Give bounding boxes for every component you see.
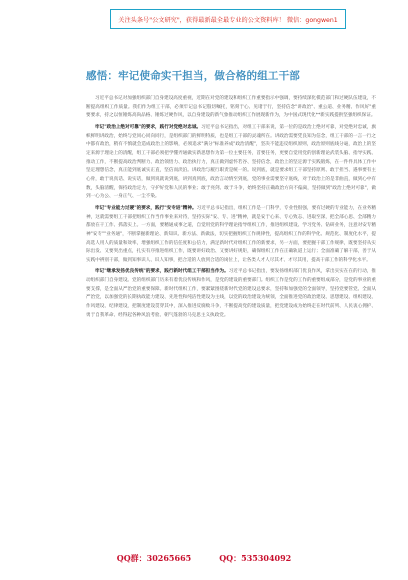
section-paragraph-2 <box>86 205 376 266</box>
promo-banner-text: 关注头条号"公文研究"，获得最新最全最专业的公文资料库！ 微信：gongwen1 <box>118 16 338 24</box>
section-heading-3: 牢记"继承发扬优良传统"的要求，践行新时代组工干部担当作为。 <box>95 269 229 275</box>
section-body-2: 习近平总书记指出，组织工作是一门科学，专业性很强，要有过硬的专业能力，在业务精神，这就需要组工干部把组织工作当作事业来对待，坚持实际"安、专、进"精神，就是安于心来、专心致志、进取至深，把全部心思、全部精力都放在干工作、抓落实上。一方面，要精通成事之道，自觉用党的科学理论指导组织工作，推进组织建设、学习党务、钻研业务，注意对安专精神"安专""业务通"，不断掌握新理论、新知识、新方法、新做法，切实把握组织工作规律性，提高组织工作的科学化、规范化、制度化水平，提高选人用人的质量和效率，增强组织工作的信任度和公信力，满足新时代对组织工作的新要求，另一方面，要把握干部工作规律，既要坚持从实际出发、又要突出重点，扎实有序推进组织工作，既要讲好政治、又要讲好规矩，确保组织工作在正确轨道上运行；全面准确了解干部，善于从实践中辨别干部，做到知事识人、识人知事，把合适的人放到合适的岗位上，让各类人才人尽其才、才尽其用，提高干部工作的科学化水平。 <box>86 205 376 263</box>
section-body-3: 习近平总书记指出，要发扬组织部门优良作风，拿出实实在在的行动，推动组织部门自身建设。党的组织部门历来有着优良传统和作风，是党的建设的重要部门。组织工作是党的工作的重要组成部分，是党的事业的重要支撑，是全面从严治党的重要保障。新时代组织工作，要紧紧围绕新时代党的建设总要求，坚持和加强党的全面领导，坚持党要管党、全面从严治党，以加强党的长期执政能力建设、先进性和纯洁性建设为主线，以党的政治建设为统领，全面推进党的政治建设、思想建设、组织建设、作风建设、纪律建设，把制度建设贯穿其中，深入推进反腐败斗争，不断提高党的建设质量，把党建设成为始终走在时代前列、人民衷心拥护、勇于自我革命、经得起各种风浪考验、朝气蓬勃的马克思主义执政党。 <box>86 269 376 318</box>
section-heading-2: 牢记"专业能力过硬"的要求，践行"安专进"精神。 <box>95 205 197 211</box>
section-heading-1: 牢记"政治上绝对可靠"的要求，践行对党绝对忠诚。 <box>95 124 202 130</box>
section-paragraph-3 <box>86 268 376 320</box>
intro-paragraph: 习近平总书记对加强组织部门自身建设高度重视，近期在对党的建设和组织工作重要指示中强调，要持续深化模范部门和过硬队伍建设，不断提高组织工作质量。我们作为组工干部，必须牢记总书记殷切嘱托，铭刻于心、见诸于行，坚持信念"讲政治"、重公道、业务精、作风好"重要要求，持之以恒锤炼高尚品格、锤炼过硬作风，以自身建设的新气象推动组织工作展现新作为，为中国式现代化**新实践提供坚强组织保证。 <box>86 96 376 119</box>
document-body <box>86 95 376 540</box>
document-title: 感悟：牢记使命实干担当，做合格的组工干部 <box>86 70 300 82</box>
qq-group-number: QQ群：30265665 <box>116 553 192 563</box>
promo-banner <box>110 9 346 29</box>
section-paragraph-1 <box>86 124 376 202</box>
qq-number: QQ：535304092 <box>219 553 292 563</box>
section-body-1: 习近平总书记指出，对组工干部来说，第一位的是政治上绝对可靠，对党绝对忠诚，旗帜鲜明讲政治，始终与党同心同向同行，是组织部门的鲜明特质，也是组工干部的灵魂所在。讲政治需要凭良知为信念，组工干部的一言一行之中都有政治，稍有不慎就会造成政治上的影响，必须追求"满分"标准养成"政治清醒"，坚决不能违反组织原则，政治原则底线分毫，政治上的坚定来源于理论上的清醒，组工干部必须把学懂弄通做实新思想作为第一位主要任务，首要任务，更要自觉用党的创新理论武装头脑、指导实践、推动工作，不断提高政治判断力、政治领悟力、政治执行力，真正做到虚怀若谷、坚持信念，政治上的坚定源于实践锻炼，在一件件具体工作中坚定理想信念，真正能到底诚实正直，坚信而淡泊。讲政治与履行职责是统一的。说到底，就是要求组工干部坚持原则、敢于担当、遇事要有主心骨，敢于说真话、说实话，做到说就说到底，讲到真到底，政治言动情至到底，党的事业需要坚守底线，对于政治上的是非曲直，做到心中有数，头脑清醒，保持政治定力，守护好党和人民的事业；敢于亮剑、敢于斗争，始终坚持正确政治方向不偏离，坚持做到"政治上绝对可靠"，做到一心为公、一身正气、一尘不染。 <box>86 124 376 200</box>
contact-footer <box>0 553 408 564</box>
